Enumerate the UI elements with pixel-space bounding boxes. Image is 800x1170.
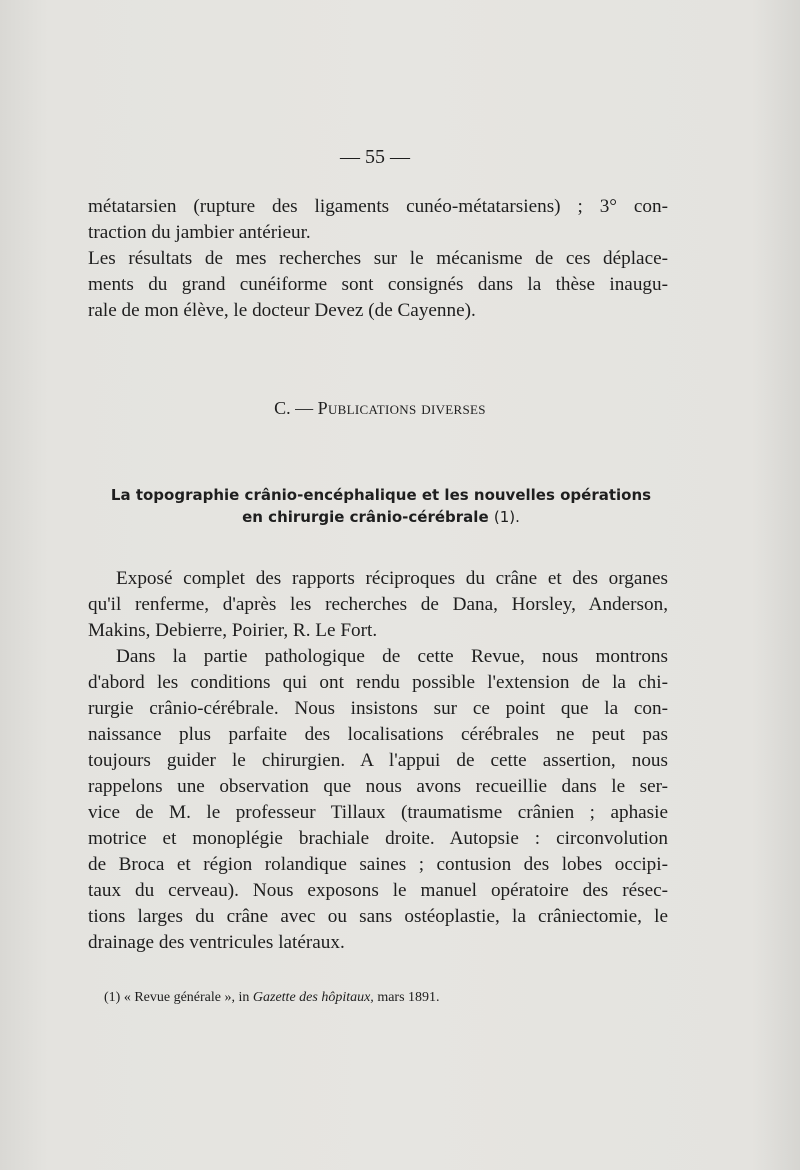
text-line: qu'il renferme, d'après les recherches de Dana, Horsley, Anderson, — [88, 594, 668, 615]
results-paragraph — [88, 246, 668, 324]
text-line: vice de M. le professeur Tillaux (traumatisme crânien ; aphasie — [88, 802, 668, 823]
text-line: de Broca et région rolandique saines ; contusion des lobes occipi- — [88, 854, 668, 875]
text-line: Exposé complet des rapports réciproques du crâne et des organes — [116, 568, 668, 589]
footnote-date: mars 1891. — [373, 990, 440, 1005]
footnote-marker: (1) — [104, 990, 121, 1005]
body-paragraph-2 — [88, 644, 668, 956]
section-heading-prefix: C. — — [274, 398, 318, 418]
text-line: drainage des ventricules latéraux. — [88, 932, 345, 953]
page-number: — 55 — — [340, 146, 410, 168]
text-line: taux du cerveau). Nous exposons le manuel opératoire des résec- — [88, 880, 668, 901]
text-line: rurgie crânio-cérébrale. Nous insistons sur ce point que la con- — [88, 698, 668, 719]
text-line: métatarsien (rupture des ligaments cunéo-métatarsiens) ; 3° con- — [88, 196, 668, 217]
footnote-text: « Revue générale », in — [120, 990, 253, 1005]
article-title — [92, 484, 670, 528]
text-line: rale de mon élève, le docteur Devez (de Cayenne). — [88, 300, 476, 321]
section-heading — [0, 398, 760, 419]
body-paragraph-1 — [88, 566, 668, 644]
text-line: d'abord les conditions qui ont rendu possible l'extension de la chi- — [88, 672, 668, 693]
intro-paragraph — [88, 194, 668, 246]
text-line: Dans la partie pathologique de cette Revue, nous montrons — [116, 646, 668, 667]
text-line: motrice et monoplégie brachiale droite. Autopsie : circonvolution — [88, 828, 668, 849]
text-line: traction du jambier antérieur. — [88, 222, 311, 243]
text-line: tions larges du crâne avec ou sans ostéoplastie, la crâniectomie, le — [88, 906, 668, 927]
text-line: Makins, Debierre, Poirier, R. Le Fort. — [88, 620, 378, 641]
article-title-line: La topographie crânio-encéphalique et les nouvelles opérations — [110, 486, 652, 504]
footnote-source: Gazette des hôpitaux, — [252, 990, 374, 1005]
text-line: naissance plus parfaite des localisations cérébrales ne peut pas — [88, 724, 668, 745]
footnote-ref: (1). — [493, 508, 520, 526]
text-line: Les résultats de mes recherches sur le mécanisme de ces déplace- — [88, 248, 668, 269]
footnote — [104, 990, 664, 1006]
text-line: toujours guider le chirurgien. A l'appui de cette assertion, nous — [88, 750, 668, 771]
article-title-line: en chirurgie crânio-cérébrale — [242, 508, 489, 526]
text-line: ments du grand cunéiforme sont consignés dans la thèse inaugu- — [88, 274, 668, 295]
section-heading-label: Publications diverses — [317, 398, 486, 418]
text-line: rappelons une observation que nous avons recueillie dans le ser- — [88, 776, 668, 797]
